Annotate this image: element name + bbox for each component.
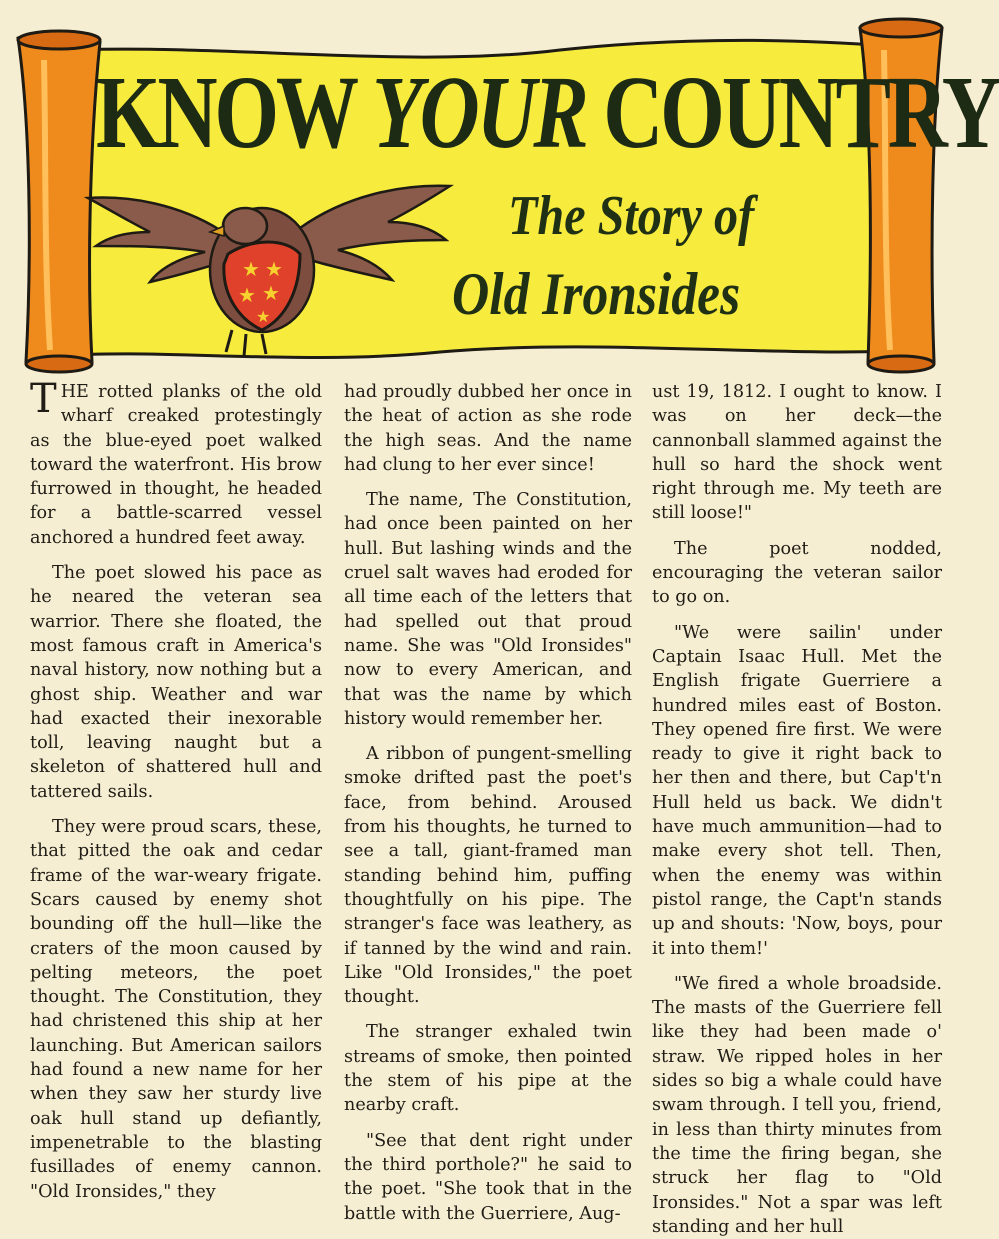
svg-text:★: ★ (242, 257, 260, 281)
paragraph: The stranger exhaled twin streams of smoke, then pointed the stem of his pipe at the nearby craft. (344, 1022, 632, 1116)
title-word-your: YOUR (372, 55, 586, 170)
svg-text:★: ★ (265, 257, 283, 281)
title-word-know: KNOW (96, 55, 373, 170)
paragraph: A ribbon of pungent-smelling smoke drifted past the poet's face, from behind. Aroused from his thoughts, he turned to see a tall, giant-framed man standing behind him, puffing thoughtfully on his pipe. The stranger's face was leathery, as if tanned by the wind and rain. Like "Old Ironsides," the poet thought. (344, 744, 632, 1008)
paragraph (30, 376, 322, 550)
subtitle-line-2: Old Ironsides (452, 261, 741, 327)
title-word-country: COUNTRY (585, 55, 999, 170)
paragraph-text: HE rotted planks of the old wharf creaked protestingly as the blue-eyed poet walked toward the waterfront. His brow furrowed in thought, he headed for a battle-scarred vessel anchored a hundred feet away. (30, 382, 322, 548)
subtitle-line-1: The Story of (508, 185, 755, 247)
paragraph: had proudly dubbed her once in the heat of action as she rode the high seas. And the name had clung to her ever since! (344, 382, 632, 475)
svg-text:★: ★ (238, 283, 256, 307)
drop-cap: T (30, 376, 57, 422)
text-column-3 (652, 380, 942, 1237)
paragraph: ust 19, 1812. I ought to know. I was on her deck—the cannonball slammed against the hull so hard the shock went right through me. My teeth are still loose!" (652, 382, 942, 524)
text-column-1 (30, 376, 322, 1230)
paragraph: "We fired a whole broadside. The masts of the Guerriere fell like they had been made o' straw. We ripped holes in her sides so big a whale could have swam through. I tell you, friend, in less than thirty minutes from the time the firing began, she struck her flag to "Old Ironsides." Not a spar was left standing and her hull (652, 973, 942, 1237)
left-scroll-roll-icon (18, 31, 100, 372)
page-title (96, 48, 999, 178)
paragraph: "See that dent right under the third porthole?" he said to the poet. "She took that in the battle with the Guerriere, Aug- (344, 1130, 632, 1224)
svg-text:★: ★ (256, 307, 271, 326)
title-banner (0, 0, 999, 380)
text-column-2 (344, 380, 632, 1230)
paragraph: They were proud scars, these, that pitted the oak and cedar frame of the war-weary frigate. Scars caused by enemy shot bounding off the hull—like the craters of the moon caused by pelting meteors, the poet thought. The Constitution, they had christened this ship at her launching. But American sailors had found a new name for her when they saw her sturdy live oak hull stand up defiantly, impenetrable to the blasting fusillades of enemy cannon. "Old Ironsides," they (30, 817, 322, 1202)
paragraph: The name, The Constitution, had once been painted on her hull. But lashing winds and the cruel salt waves had eroded for all time each of the letters that had spelled out that proud name. She was "Old Ironsides" now to every American, and that was the name by which history would remember her. (344, 490, 632, 729)
paragraph: "We were sailin' under Captain Isaac Hull. Met the English frigate Guerriere a hundred miles east of Boston. They opened fire first. We were ready to give it right back to her then and there, but Cap't'n Hull held us back. We didn't have much ammunition—had to make every shot tell. Then, when the enemy was within pistol range, the Capt'n stands up and shouts: 'Now, boys, pour it into them!' (652, 622, 942, 959)
svg-text:★: ★ (262, 281, 280, 305)
paragraph: The poet slowed his pace as he neared the veteran sea warrior. There she floated, the most famous craft in America's naval history, now nothing but a ghost ship. Weather and war had exacted their inexorable toll, leaving naught but a skeleton of shattered hull and tattered sails. (30, 563, 322, 802)
paragraph: The poet nodded, encouraging the veteran sailor to go on. (652, 538, 942, 608)
